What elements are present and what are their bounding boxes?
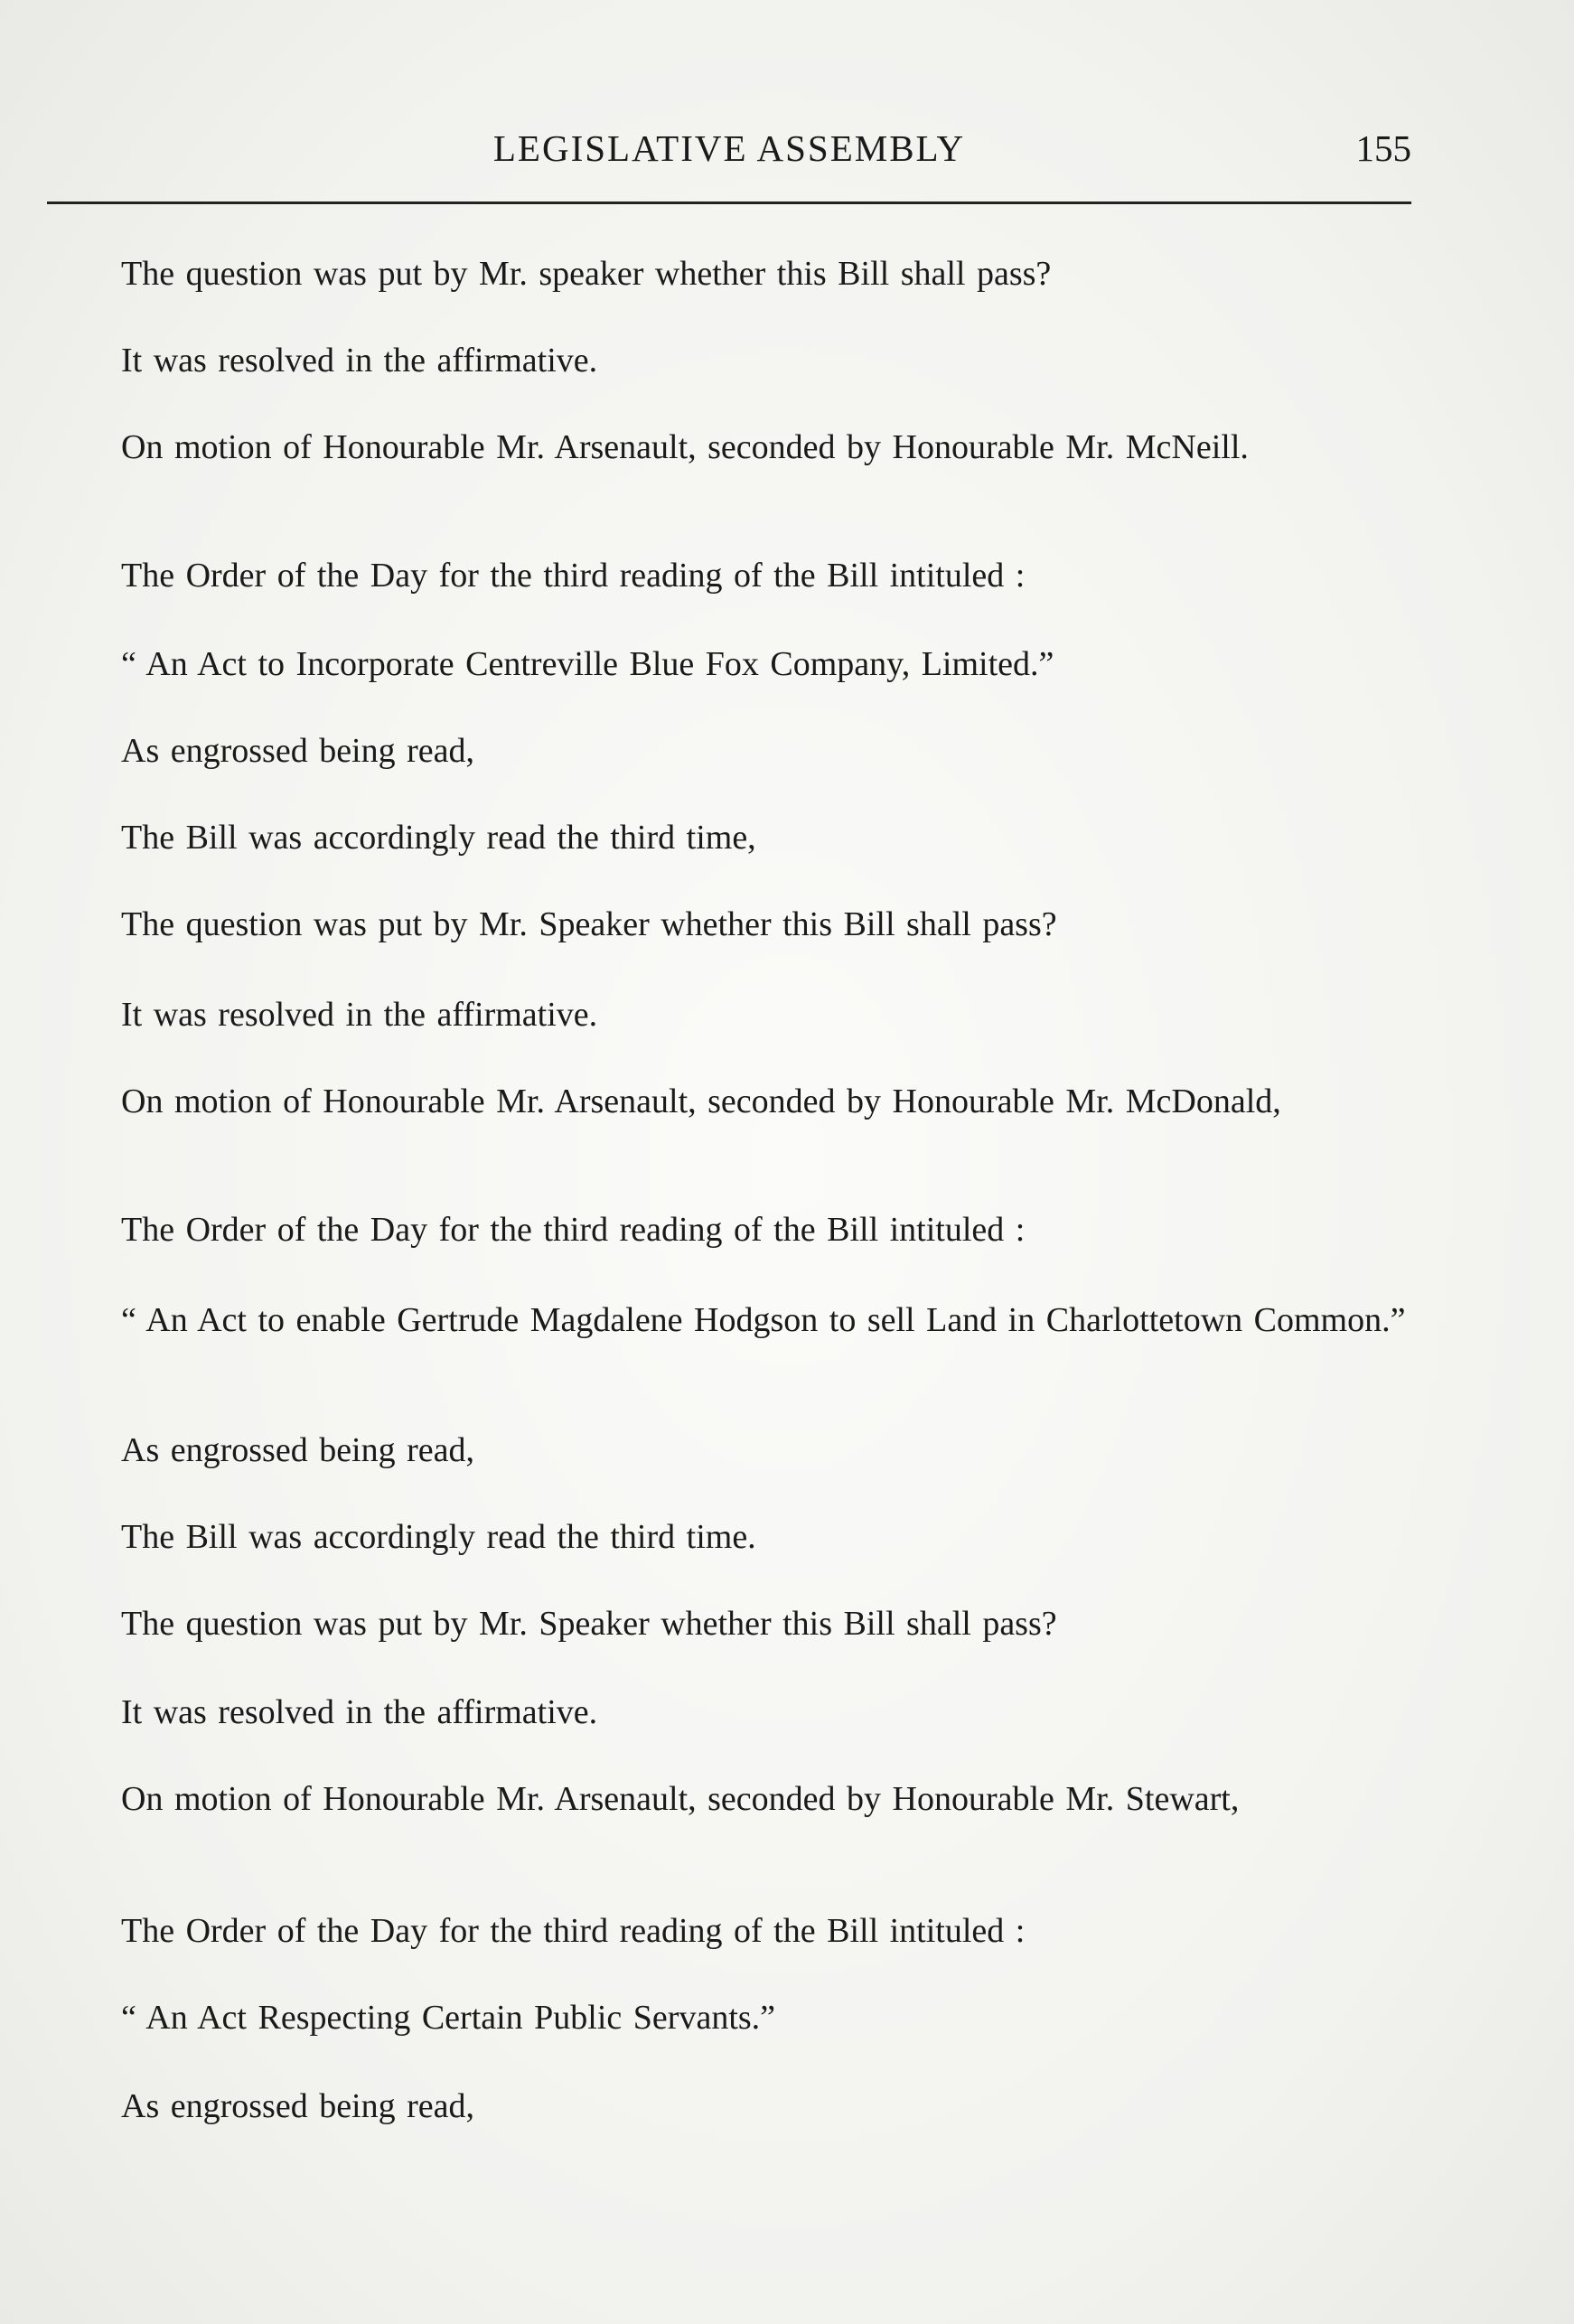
paragraph-engrossed-3: As engrossed being read,: [121, 2087, 475, 2125]
paragraph-question-2: The question was put by Mr. Speaker whether this Bill shall pass?: [121, 905, 1057, 943]
paragraph-motion-1: On motion of Honourable Mr. Arsenault, seconded by Honourable Mr. McNeill.: [121, 428, 1249, 466]
paragraph-act-title-1: “ An Act to Incorporate Centreville Blue Fox Company, Limited.”: [121, 645, 1054, 683]
paragraph-third-reading-1: The Bill was accordingly read the third time,: [121, 819, 756, 857]
header-rule: [47, 201, 1411, 204]
paragraph-order-3: The Order of the Day for the third reading of the Bill intituled :: [121, 1912, 1026, 1950]
paragraph-resolved-3: It was resolved in the affirmative.: [121, 1693, 598, 1731]
paragraph-third-reading-2: The Bill was accordingly read the third time.: [121, 1518, 756, 1556]
paragraph-resolved-2: It was resolved in the affirmative.: [121, 996, 598, 1034]
paragraph-question-3: The question was put by Mr. Speaker whether this Bill shall pass?: [121, 1605, 1057, 1643]
paragraph-resolved-1: It was resolved in the affirmative.: [121, 342, 598, 380]
paragraph-engrossed-1: As engrossed being read,: [121, 732, 475, 770]
page-header: [47, 127, 1411, 181]
running-head: LEGISLATIVE ASSEMBLY: [492, 127, 966, 169]
paragraph-motion-2: On motion of Honourable Mr. Arsenault, seconded by Honourable Mr. McDonald,: [121, 1082, 1281, 1120]
paragraph-question-1: The question was put by Mr. speaker whether this Bill shall pass?: [121, 255, 1052, 293]
paragraph-engrossed-2: As engrossed being read,: [121, 1431, 475, 1469]
paragraph-order-1: The Order of the Day for the third reading of the Bill intituled :: [121, 557, 1026, 595]
paragraph-motion-3: On motion of Honourable Mr. Arsenault, seconded by Honourable Mr. Stewart,: [121, 1780, 1240, 1818]
page-number: 155: [1355, 127, 1411, 169]
paragraph-order-2: The Order of the Day for the third reading of the Bill intituled :: [121, 1211, 1026, 1249]
paragraph-act-title-2: “ An Act to enable Gertrude Magdalene Hodgson to sell Land in Charlottetown Common.”: [121, 1301, 1406, 1339]
paragraph-act-title-3: “ An Act Respecting Certain Public Servants.”: [121, 1999, 776, 2037]
